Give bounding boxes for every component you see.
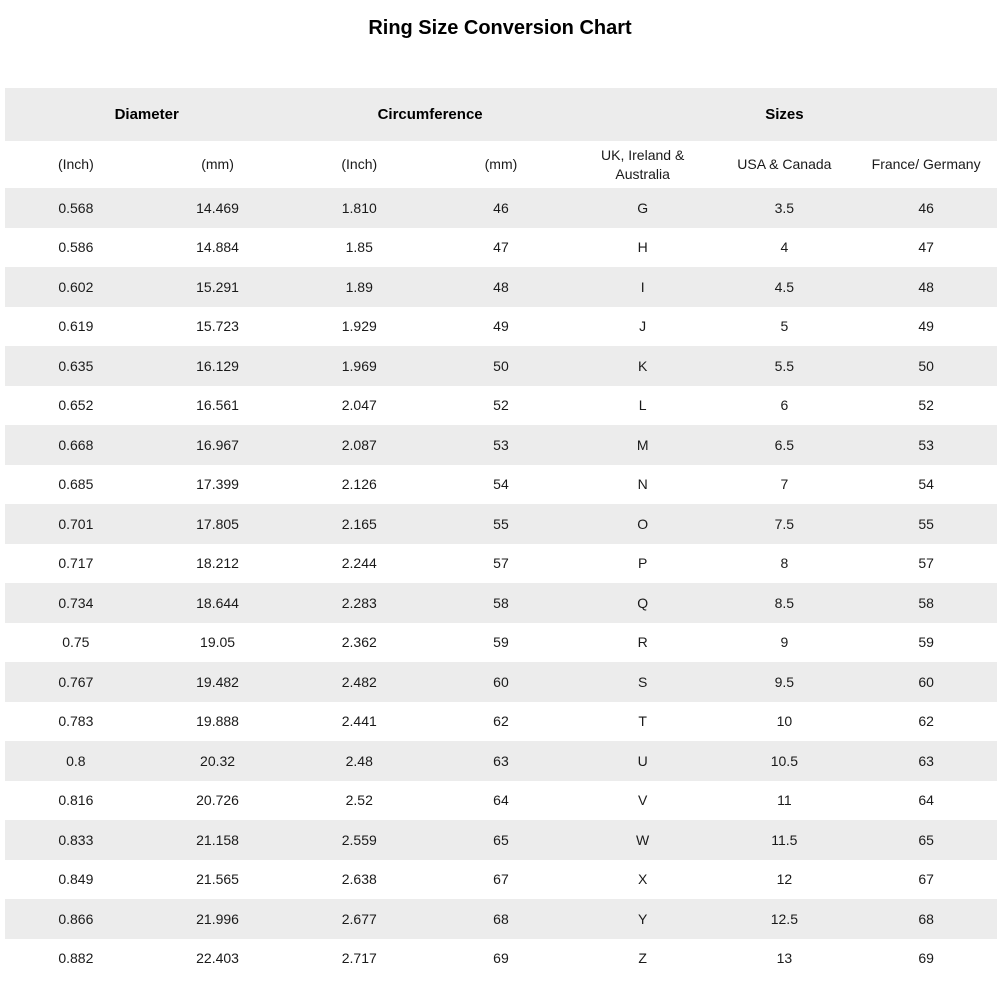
group-header-sizes: Sizes [572, 88, 997, 141]
cell: 2.165 [341, 515, 377, 532]
cell: 0.619 [58, 318, 94, 335]
cell: 48 [918, 278, 934, 295]
cell: 10 [776, 713, 793, 730]
cell: 19.888 [196, 713, 239, 730]
table-row [5, 307, 997, 347]
cell: 2.362 [341, 634, 377, 651]
table-row [5, 939, 997, 979]
cell: 2.482 [341, 673, 377, 690]
cell: 67 [493, 871, 509, 888]
table-row [5, 583, 997, 623]
cell: 49 [918, 318, 934, 335]
cell: 63 [493, 752, 509, 769]
cell: 7 [780, 476, 789, 493]
cell: 62 [918, 713, 934, 730]
cell: 2.126 [341, 476, 377, 493]
cell: 54 [493, 476, 509, 493]
cell: P [637, 555, 648, 572]
col-header-diameter-inch: (Inch) [5, 141, 147, 188]
cell: 0.75 [62, 634, 90, 651]
table-row [5, 465, 997, 505]
cell: J [639, 318, 647, 335]
cell: 65 [493, 831, 509, 848]
cell: 22.403 [196, 950, 239, 967]
cell: Q [637, 594, 649, 611]
cell: 1.85 [345, 239, 373, 256]
cell: 55 [918, 515, 934, 532]
cell: 10.5 [770, 752, 798, 769]
cell: 68 [918, 910, 934, 927]
cell: M [636, 436, 649, 453]
cell: 50 [493, 357, 509, 374]
cell: 50 [918, 357, 934, 374]
cell: 49 [493, 318, 509, 335]
cell: 0.685 [58, 476, 94, 493]
cell: T [638, 713, 647, 730]
cell: 15.723 [196, 318, 239, 335]
cell: 0.866 [58, 910, 94, 927]
col-header-usa-canada: USA & Canada [714, 141, 856, 188]
cell: 5 [780, 318, 789, 335]
cell: L [638, 397, 647, 414]
cell: 15.291 [196, 278, 239, 295]
cell: 0.8 [66, 752, 86, 769]
col-header-circumference-inch: (Inch) [288, 141, 430, 188]
cell: 1.969 [341, 357, 377, 374]
cell: 16.561 [196, 397, 239, 414]
cell: 1.929 [341, 318, 377, 335]
cell: 64 [493, 792, 509, 809]
cell: 6 [780, 397, 789, 414]
cell: 2.559 [341, 831, 377, 848]
cell: 3.5 [774, 199, 795, 216]
cell: 63 [918, 752, 934, 769]
cell: U [637, 752, 648, 769]
cell: 68 [493, 910, 509, 927]
table-row [5, 820, 997, 860]
cell: 2.52 [345, 792, 373, 809]
cell: K [637, 357, 648, 374]
cell: 9 [780, 634, 789, 651]
cell: 16.967 [196, 436, 239, 453]
ring-size-table [5, 88, 997, 978]
cell: 0.602 [58, 278, 94, 295]
table-row [5, 899, 997, 939]
table-row [5, 702, 997, 742]
cell: 59 [493, 634, 509, 651]
cell: 62 [493, 713, 509, 730]
table-body [5, 188, 997, 978]
cell: 17.399 [196, 476, 239, 493]
table-row [5, 504, 997, 544]
cell: 0.816 [58, 792, 94, 809]
cell: 0.635 [58, 357, 94, 374]
cell: 18.644 [196, 594, 239, 611]
cell: O [637, 515, 649, 532]
cell: 12.5 [770, 910, 798, 927]
cell: 8.5 [774, 594, 795, 611]
cell: 57 [918, 555, 934, 572]
cell: 19.482 [196, 673, 239, 690]
table-row [5, 662, 997, 702]
cell: X [637, 871, 648, 888]
cell: 64 [918, 792, 934, 809]
cell: H [637, 239, 648, 256]
cell: 2.717 [341, 950, 377, 967]
cell: 55 [493, 515, 509, 532]
cell: 11 [777, 792, 792, 809]
cell: 2.244 [341, 555, 377, 572]
cell: 59 [918, 634, 934, 651]
cell: I [640, 278, 645, 295]
cell: 1.810 [341, 199, 377, 216]
table-row [5, 267, 997, 307]
cell: 54 [918, 476, 934, 493]
cell: 2.48 [345, 752, 373, 769]
cell: 52 [493, 397, 509, 414]
col-header-uk-ireland-australia: UK, Ireland & Australia [572, 141, 714, 188]
cell: 47 [493, 239, 509, 256]
cell: 12 [776, 871, 793, 888]
cell: V [637, 792, 648, 809]
col-header-france-germany: France/ Germany [855, 141, 997, 188]
table-row [5, 544, 997, 584]
cell: 13 [776, 950, 793, 967]
cell: 20.32 [200, 752, 236, 769]
cell: 0.701 [58, 515, 94, 532]
table-row [5, 188, 997, 228]
table-row [5, 623, 997, 663]
cell: 20.726 [196, 792, 239, 809]
cell: 0.586 [58, 239, 94, 256]
cell: 2.677 [341, 910, 377, 927]
cell: 48 [493, 278, 509, 295]
cell: 69 [493, 950, 509, 967]
cell: 21.996 [196, 910, 239, 927]
cell: 53 [918, 436, 934, 453]
cell: 2.087 [341, 436, 377, 453]
cell: 18.212 [196, 555, 239, 572]
cell: N [637, 476, 648, 493]
cell: 67 [918, 871, 934, 888]
cell: 7.5 [774, 515, 795, 532]
cell: 19.05 [200, 634, 236, 651]
cell: 16.129 [196, 357, 239, 374]
cell: 0.652 [58, 397, 94, 414]
cell: W [636, 831, 650, 848]
table-row [5, 386, 997, 426]
page-title: Ring Size Conversion Chart [368, 17, 632, 39]
group-header-circumference: Circumference [288, 88, 571, 141]
cell: S [637, 673, 648, 690]
cell: 0.767 [58, 673, 94, 690]
cell: 0.783 [58, 713, 94, 730]
table-row [5, 425, 997, 465]
cell: 17.805 [196, 515, 239, 532]
column-header-row [5, 141, 997, 188]
cell: 65 [918, 831, 934, 848]
table-row [5, 228, 997, 268]
cell: 21.565 [196, 871, 239, 888]
cell: 2.283 [341, 594, 377, 611]
cell: 52 [918, 397, 934, 414]
cell: R [637, 634, 648, 651]
cell: 14.884 [196, 239, 239, 256]
group-header-row [5, 88, 997, 141]
col-header-diameter-mm: (mm) [147, 141, 289, 188]
cell: 58 [493, 594, 509, 611]
col-header-circumference-mm: (mm) [430, 141, 572, 188]
table-row [5, 860, 997, 900]
cell: 9.5 [774, 673, 795, 690]
cell: 2.638 [341, 871, 377, 888]
cell: 5.5 [774, 357, 795, 374]
group-header-diameter: Diameter [5, 88, 288, 141]
cell: 0.717 [58, 555, 94, 572]
table-row [5, 741, 997, 781]
cell: Z [638, 950, 647, 967]
cell: 46 [493, 199, 509, 216]
cell: 0.734 [58, 594, 94, 611]
cell: 60 [493, 673, 509, 690]
cell: 53 [493, 436, 509, 453]
cell: 11.5 [771, 831, 798, 848]
cell: 1.89 [345, 278, 373, 295]
cell: 14.469 [196, 199, 239, 216]
cell: Y [637, 910, 648, 927]
cell: 4 [780, 239, 789, 256]
cell: 0.568 [58, 199, 94, 216]
cell: 4.5 [774, 278, 795, 295]
cell: 2.441 [341, 713, 377, 730]
table-row [5, 346, 997, 386]
cell: 57 [493, 555, 509, 572]
cell: 0.833 [58, 831, 94, 848]
cell: 6.5 [774, 436, 795, 453]
cell: 8 [780, 555, 789, 572]
cell: 46 [918, 199, 934, 216]
table-row [5, 781, 997, 821]
cell: 0.849 [58, 871, 94, 888]
cell: G [637, 199, 649, 216]
cell: 0.882 [58, 950, 94, 967]
cell: 58 [918, 594, 934, 611]
cell: 0.668 [58, 436, 94, 453]
cell: 47 [918, 239, 934, 256]
cell: 60 [918, 673, 934, 690]
cell: 21.158 [196, 831, 239, 848]
cell: 69 [918, 950, 934, 967]
cell: 2.047 [341, 397, 377, 414]
